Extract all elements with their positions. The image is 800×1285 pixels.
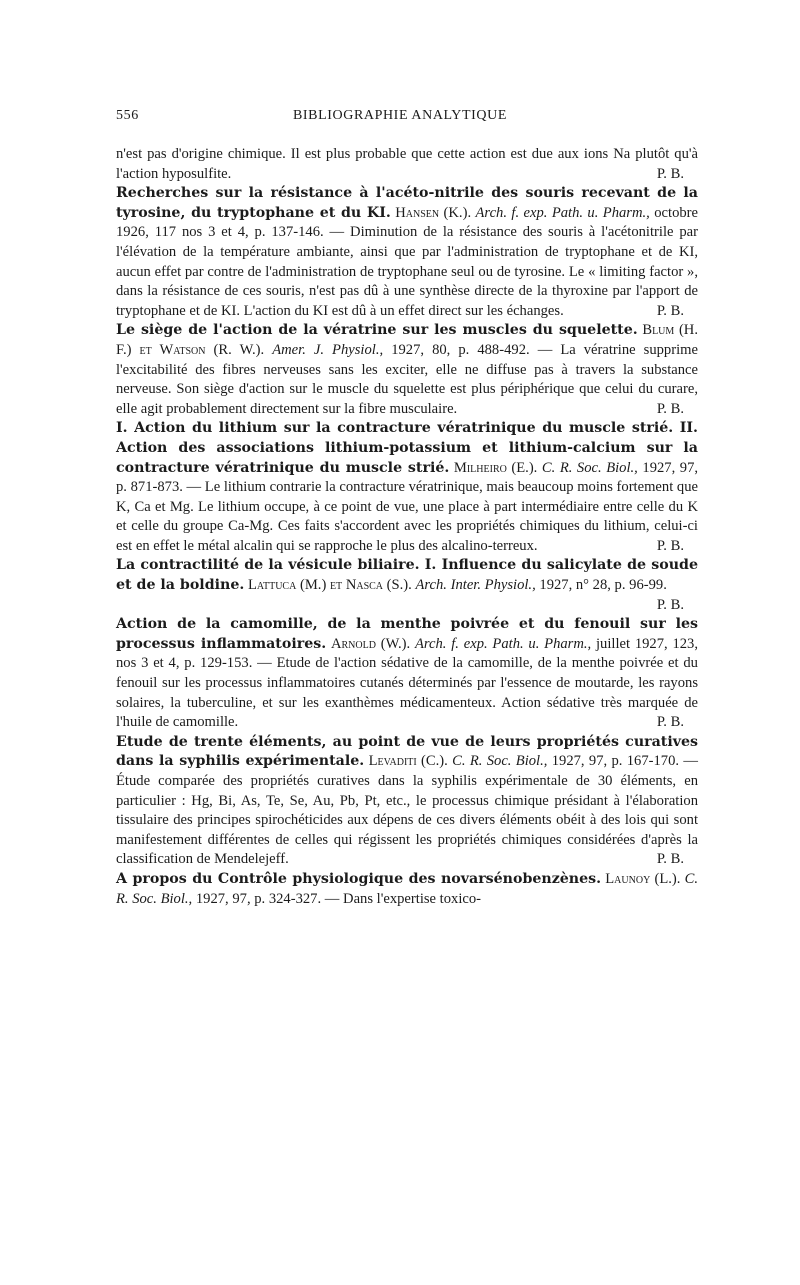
intro-paragraph <box>116 145 698 184</box>
entry-title: La contractilité de la vésicule biliaire. I. Influence du salicylate de soude et de la boldine. <box>116 557 698 594</box>
entry-journal: Arch. f. exp. Path. u. Pharm., <box>414 635 592 652</box>
entry-authors: Milheiro (E.). <box>453 459 538 476</box>
entry-citation: 1927, 80, p. 488-492. <box>391 341 530 358</box>
entry-citation: octobre 1926, 117 nos 3 et 4, p. 137-146. — <box>116 204 698 241</box>
entry-signature: P. B. <box>656 537 684 554</box>
entry-5 <box>116 615 698 733</box>
entry-authors: Arnold (W.). <box>330 635 411 652</box>
entry-2 <box>116 321 698 419</box>
entry-authors: Launoy (L.). <box>605 870 681 887</box>
entry-body: — La vératrine supprime l'excitabilité des fibres nerveuses sans les exciter, elle ne diffuse pas à travers la substance nerveuse. Son siège d'action sur le muscle du squelette est plus périphérique que celui du curare, elle agit probablement directement sur la fibre musculaire. <box>116 341 698 417</box>
entry-3 <box>116 419 698 556</box>
entry-1 <box>116 184 698 321</box>
entry-4 <box>116 556 698 615</box>
running-title: BIBLIOGRAPHIE ANALYTIQUE <box>292 108 508 123</box>
entry-signature: P. B. <box>656 400 684 417</box>
entry-authors: Blum (H. F.) et Watson (R. W.). <box>116 322 698 358</box>
intro-text: n'est pas d'origine chimique. Il est plus probable que cette action est due aux ions Na plutôt qu'à l'action hyposulfite. <box>116 146 698 182</box>
entry-signature: P. B. <box>656 302 684 319</box>
entry-journal: C. R. Soc. Biol., <box>116 870 698 907</box>
entry-body: Étude comparée des propriétés curatives dans la syphilis expérimentale de 30 éléments, en particulier : Hg, Bi, As, Te, Se, Au, Pb, Pt, etc., le processus chimique présidant à l'élaboration tissulaire des principes spirochéticides aux dépens de ces divers éléments obéit à des lois qui sont manifestement différentes de celles qui régissent les propriétés chimiques considérées d'après la classification de Mendelejeff. <box>116 773 698 868</box>
entry-6 <box>116 733 698 870</box>
entry-authors: Hansen (K.). <box>395 204 472 221</box>
entry-title: A propos du Contrôle physiologique des novarsénobenzènes. <box>116 870 602 887</box>
entry-signature: P. B. <box>656 851 684 868</box>
entry-title: I. Action du lithium sur la contracture vératrinique du muscle strié. II. Action des associations lithium-potassium et lithium-calcium sur la contracture vératrinique du muscle strié. <box>116 420 698 476</box>
entry-title: Recherches sur la résistance à l'acéto-nitrile des souris recevant de la tyrosine, du tryptophane et du KI. <box>116 185 698 221</box>
entry-signature: P. B. <box>656 596 684 613</box>
entry-body: Etude de l'action sédative de la camomille, de la menthe poivrée et du fenouil sur les processus inflammatoires cutanés déterminés par l'essence de moutarde, les rayons solaires, la tuberculine, et sur les exanthèmes médicamenteux. Action sédative très marquée de l'huile de camomille. <box>116 655 698 731</box>
entry-title: Etude de trente éléments, au point de vue de leurs propriétés curatives dans la syphilis expérimentale. <box>116 733 698 770</box>
entry-journal: C. R. Soc. Biol., <box>452 753 548 770</box>
entry-7 <box>116 870 698 909</box>
entry-body: Dans l'expertise toxico- <box>343 890 482 907</box>
page-body <box>116 145 698 909</box>
entry-title: Action de la camomille, de la menthe poivrée et du fenouil sur les processus inflammatoires. <box>116 616 698 652</box>
entry-citation: 1927, n° 28, p. 96-99. <box>539 577 667 594</box>
entry-journal: C. R. Soc. Biol., <box>541 459 638 476</box>
entry-title: Le siège de l'action de la vératrine sur les muscles du squelette. <box>116 322 638 339</box>
entry-citation: 1927, 97, p. 324-327. — <box>195 890 340 907</box>
entry-citation: juillet 1927, 123, nos 3 et 4, p. 129-153. — <box>116 635 698 672</box>
entry-authors: Lattuca (M.) et Nasca (S.). <box>247 577 412 594</box>
entry-body: Le lithium contrarie la contracture vératrinique, mais beaucoup moins fortement que K, Ca et Mg. Le lithium occupe, à ce point de vue, une place à part intermédiaire entre celle du K et celle du groupe Ca-Mg. Ces faits s'accordent avec les propriétés chimiques du lithium, celui-ci est en effet le métal alcalin qui se rapproche le plus des alcalino-terreux. <box>116 479 698 554</box>
entry-signature: P. B. <box>656 714 684 731</box>
entry-journal: Arch. f. exp. Path. u. Pharm., <box>475 204 650 221</box>
page-header <box>116 108 684 128</box>
entry-citation: 1927, 97, p. 167-170. — <box>551 753 698 770</box>
entry-authors: Levaditi (C.). <box>368 753 448 770</box>
entry-journal: Amer. J. Physiol., <box>272 341 384 358</box>
entry-body: Diminution de la résistance des souris à l'acétonitrile par l'élévation de la température ambiante, ainsi que par l'administration de tryptophane et de KI, aucun effet par contre de l'administration de tryptophane seul ou de tyrosine. Le « limiting factor », dans la résistance de ces souris, n'est pas dû à une synthèse directe de la thyroxine par l'apport de tryptophane et de KI. L'action du KI est dû à un effet direct sur les échanges. <box>116 224 698 319</box>
entry-journal: Arch. Inter. Physiol., <box>415 577 536 594</box>
intro-signature: P. B. <box>656 165 684 182</box>
page-number: 556 <box>116 108 139 123</box>
entry-citation: 1927, 97, p. 871-873. — <box>116 459 699 496</box>
